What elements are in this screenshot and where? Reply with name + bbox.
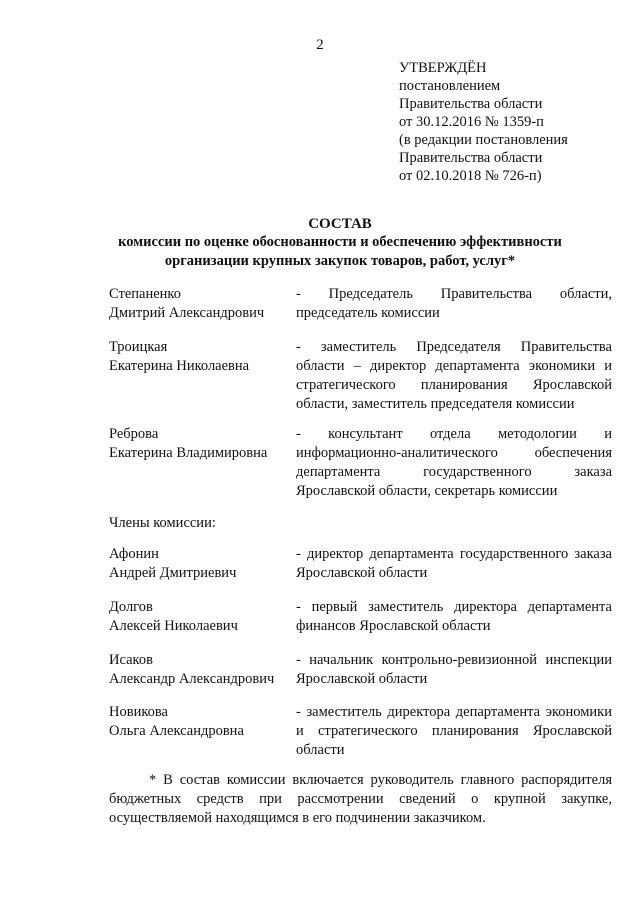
page-number: 2 bbox=[316, 37, 324, 53]
member-given-name: Ольга Александровна bbox=[109, 723, 244, 739]
approval-line: Правительства области bbox=[399, 150, 543, 166]
member-given-name: Александр Александрович bbox=[109, 671, 275, 687]
footnote: * В состав комиссии включается руководитель главного распорядителя бюджетных средств при рассмотрении сведений о крупной закупке, осуществляемой находящимся в его подчинении заказчиком. bbox=[109, 772, 612, 826]
approval-line: постановлением bbox=[399, 78, 501, 94]
member-name bbox=[109, 285, 289, 323]
member-given-name: Андрей Дмитриевич bbox=[109, 565, 237, 581]
member-name bbox=[109, 598, 289, 636]
member-role: - заместитель директора департамента экономики и стратегического планирования Ярославской области bbox=[296, 704, 612, 758]
member-surname: Долгов bbox=[109, 599, 153, 615]
document-subtitle-line: организации крупных закупок товаров, работ, услуг* bbox=[164, 253, 516, 269]
member-name bbox=[109, 425, 289, 463]
document-heading bbox=[60, 215, 620, 271]
member-role: - консультант отдела методологии и информационно-аналитического обеспечения департамента государственного заказа Ярославской области, секретарь комиссии bbox=[296, 426, 612, 499]
member-role: - директор департамента государственного заказа Ярославской области bbox=[296, 546, 612, 581]
member-surname: Афонин bbox=[109, 546, 159, 562]
member-name bbox=[109, 651, 289, 689]
approval-line: Правительства области bbox=[399, 96, 543, 112]
member-given-name: Екатерина Владимировна bbox=[109, 445, 268, 461]
member-given-name: Дмитрий Александрович bbox=[109, 305, 265, 321]
member-role: - первый заместитель директора департамента финансов Ярославской области bbox=[296, 599, 612, 634]
member-surname: Реброва bbox=[109, 426, 159, 442]
member-role: - заместитель Председателя Правительства области – директор департамента экономики и стратегического планирования Ярославской области, заместитель председателя комиссии bbox=[296, 339, 612, 412]
member-given-name: Алексей Николаевич bbox=[109, 618, 238, 634]
member-surname: Степаненко bbox=[109, 286, 181, 302]
member-surname: Исаков bbox=[109, 652, 153, 668]
member-given-name: Екатерина Николаевна bbox=[109, 358, 250, 374]
member-name bbox=[109, 703, 289, 741]
approval-line: УТВЕРЖДЁН bbox=[399, 60, 487, 76]
member-name bbox=[109, 545, 289, 583]
approval-stamp bbox=[399, 59, 568, 185]
document-subtitle-line: комиссии по оценке обоснованности и обеспечению эффективности bbox=[118, 234, 562, 250]
approval-line: от 30.12.2016 № 1359-п bbox=[399, 114, 544, 130]
member-surname: Троицкая bbox=[109, 339, 168, 355]
approval-line: от 02.10.2018 № 726-п) bbox=[399, 168, 542, 184]
member-name bbox=[109, 338, 289, 376]
member-surname: Новикова bbox=[109, 704, 168, 720]
member-role: - Председатель Правительства области, председатель комиссии bbox=[296, 286, 612, 321]
document-title: СОСТАВ bbox=[308, 216, 372, 232]
members-heading: Члены комиссии: bbox=[109, 515, 216, 531]
approval-line: (в редакции постановления bbox=[399, 132, 568, 148]
member-role: - начальник контрольно-ревизионной инспекции Ярославской области bbox=[296, 652, 612, 687]
